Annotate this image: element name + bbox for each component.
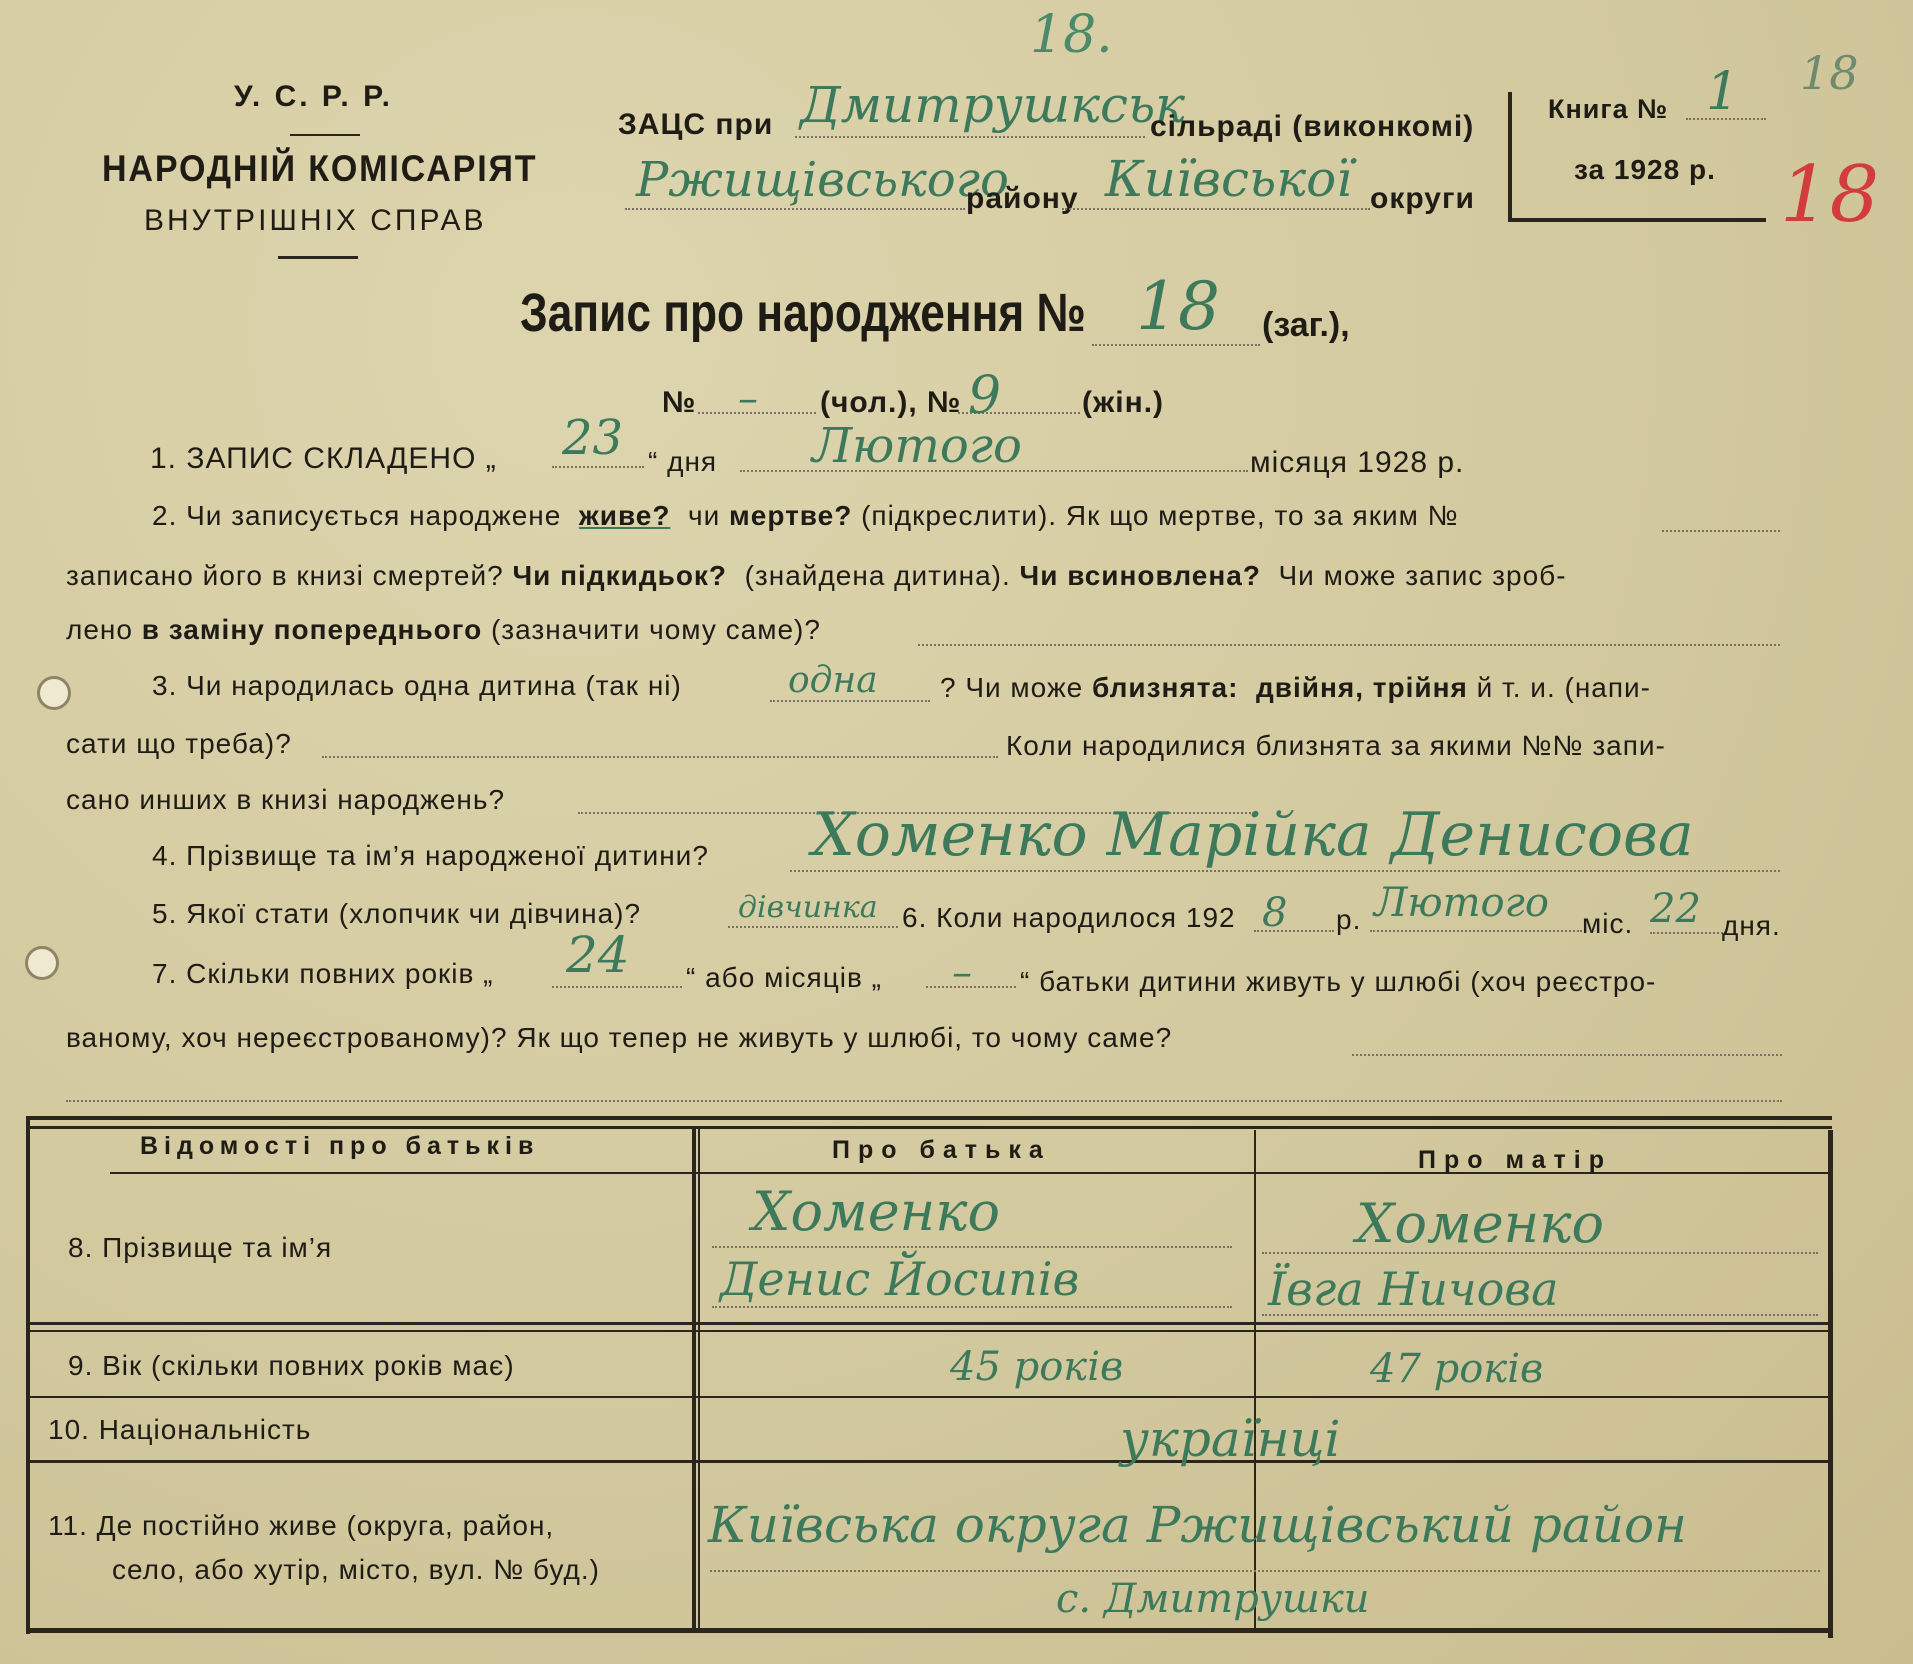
q2-line1: 2. Чи записується народжене живе? чи мертве? (підкреслити). Як що мертве, то за яким № (152, 500, 1459, 531)
record-title: Запис про народження № (520, 283, 1086, 343)
row10-label: 10. Національність (48, 1414, 312, 1445)
q6-day-suffix: дня. (1722, 910, 1781, 941)
q1-label: 1. ЗАПИС СКЛАДЕНО „ (150, 442, 497, 475)
q7-extra-underline (66, 1100, 1782, 1102)
residence-line2: с. Дмитрушки (1056, 1576, 1370, 1622)
table-col-divider-2 (1254, 1130, 1256, 1630)
q4-label: 4. Прізвище та ім’я народженої дитини? (152, 840, 709, 871)
q7-line2: ваному, хоч нереєстрованому)? Як що тепер не живуть у шлюбі, то чому саме? (66, 1022, 1173, 1053)
q5-underline (728, 926, 898, 928)
q6-year-underline (1254, 930, 1334, 932)
q4-child-name: Хоменко Марійка Денисова (812, 800, 1694, 870)
q3-answer-underline (770, 700, 930, 702)
father-name-underline (712, 1306, 1232, 1308)
row8-line (26, 1322, 1832, 1325)
female-number: 9 (968, 366, 1002, 426)
raion-label: району (966, 182, 1079, 215)
okruga-underline (1062, 208, 1370, 210)
col-header-parents: Відомості про батьків (140, 1132, 540, 1160)
zags-label: ЗАЦС при (618, 108, 774, 141)
q3-line2-pre: сати що треба)? (66, 728, 292, 759)
zags-handwritten: Дмитрушкськ (800, 76, 1186, 134)
book-label: Книга № (1548, 94, 1669, 124)
q1-day-underline (552, 466, 644, 468)
record-number: 18 (1136, 268, 1220, 345)
q6-day-underline (1650, 932, 1726, 934)
raion-underline (625, 208, 965, 210)
table-col-divider-1 (692, 1126, 696, 1630)
q7-years-suffix: “ або місяців „ (686, 962, 882, 993)
table-left (26, 1116, 30, 1634)
mother-surname-underline (1262, 1252, 1818, 1254)
q3-twins-underline (322, 756, 998, 758)
zags-council: сільраді (виконкомі) (1150, 110, 1475, 143)
q3-line3: сано инших в книзі народжень? (66, 784, 506, 815)
okruga-handwritten: Київської (1105, 150, 1353, 208)
q7-years-underline (552, 986, 682, 988)
q6-year-suffix: р. (1336, 904, 1362, 935)
q3-answer: одна (788, 660, 878, 701)
q7-months-suffix: “ батьки дитини живуть у шлюбі (хоч реєстро- (1020, 966, 1657, 997)
q5-answer: дівчинка (738, 890, 878, 925)
punch-hole (25, 946, 59, 980)
col-header-mother: Про матір (1418, 1146, 1612, 1174)
father-age: 45 років (950, 1344, 1124, 1390)
q7-years: 24 (566, 926, 630, 984)
corner-pencil-number: 18 (1800, 46, 1859, 100)
q2-line3: лено в заміну попереднього (зазначити чому саме)? (66, 614, 821, 645)
book-box-left (1508, 92, 1512, 222)
q3-line1-post: ? Чи може близнята: двійня, трійня й т. и. (напи- (940, 672, 1651, 703)
book-box-bottom (1508, 218, 1766, 222)
father-surname: Хоменко (752, 1180, 1001, 1243)
row9-label: 9. Вік (скільки повних років має) (68, 1350, 515, 1381)
table-top (26, 1116, 1832, 1120)
q7-reason-underline (1352, 1054, 1782, 1056)
divider (278, 256, 358, 259)
ussr-heading: У. С. Р. Р. (234, 80, 393, 113)
residence-line1: Київська округа Ржищівський район (708, 1496, 1687, 1554)
table-col-divider-1b (698, 1126, 700, 1630)
q1-day: 23 (562, 410, 624, 466)
row9-line (30, 1396, 1832, 1398)
q6-label: 6. Коли народилося 192 (902, 902, 1236, 933)
q7-label: 7. Скільки повних років „ (152, 958, 494, 989)
row10-line (30, 1460, 1832, 1463)
col-header-father: Про батька (832, 1136, 1051, 1164)
table-top-thick (26, 1126, 1832, 1129)
ministry-line1: НАРОДНІЙ КОМІСАРІЯТ (102, 148, 538, 189)
table-bottom (26, 1628, 1832, 1633)
residence-underline-1 (710, 1570, 1820, 1572)
red-mark: 18 (1780, 150, 1880, 240)
q6-day: 22 (1650, 886, 1701, 932)
q2-line2: записано його в книзі смертей? Чи підкидьок? (знайдена дитина). Чи всиновлена? Чи може запис зроб- (66, 560, 1567, 591)
row11-label-2: село, або хутір, місто, вул. № буд.) (112, 1554, 600, 1585)
table-right (1828, 1130, 1833, 1638)
q3-line1-pre: 3. Чи народилась одна дитина (так ні) (152, 670, 682, 701)
q3-line2-post: Коли народилися близнята за якими №№ запи- (1006, 730, 1666, 761)
q6-month-underline (1370, 930, 1582, 932)
mother-age: 47 років (1370, 1346, 1544, 1392)
male-suffix: (чол.), № (820, 386, 962, 419)
nationality: українці (1120, 1410, 1341, 1468)
q1-month-suffix: місяця 1928 р. (1250, 446, 1465, 479)
q1-day-suffix: “ дня (648, 446, 718, 477)
q4-underline (790, 870, 1780, 872)
male-label: № (662, 386, 697, 419)
q1-month: Лютого (812, 418, 1022, 474)
q2-reason-underline (918, 644, 1780, 646)
okruga-label: округи (1370, 182, 1475, 215)
raion-handwritten: Ржищівського (636, 152, 1009, 208)
mother-name-underline (1262, 1314, 1818, 1316)
father-surname-underline (712, 1246, 1232, 1248)
row8-label: 8. Прізвище та ім’я (68, 1232, 333, 1263)
mother-surname: Хоменко (1356, 1192, 1605, 1255)
ministry-line2: ВНУТРІШНІХ СПРАВ (144, 204, 487, 237)
row8-line-b (26, 1330, 1832, 1332)
punch-hole (37, 676, 71, 710)
q2-death-number-underline (1662, 530, 1780, 532)
mother-name: Ївга Ничова (1268, 1262, 1559, 1316)
zags-underline (795, 136, 1145, 138)
q7-months: – (952, 950, 972, 996)
row11-label-1: 11. Де постійно живе (округа, район, (48, 1510, 555, 1541)
top-number: 18. (1030, 5, 1113, 65)
male-number: – (738, 376, 758, 422)
q6-year-digit: 8 (1262, 890, 1288, 936)
record-suffix: (заг.), (1262, 306, 1350, 344)
q5-label: 5. Якої стати (хлопчик чи дівчина)? (152, 898, 642, 929)
q6-month: Лютого (1374, 880, 1549, 926)
book-year: за 1928 р. (1574, 154, 1716, 185)
female-suffix: (жін.) (1082, 386, 1165, 419)
book-number: 1 (1706, 62, 1740, 122)
father-name: Денис Йосипів (720, 1252, 1080, 1306)
q6-month-suffix: міс. (1582, 908, 1634, 939)
divider (290, 134, 360, 136)
